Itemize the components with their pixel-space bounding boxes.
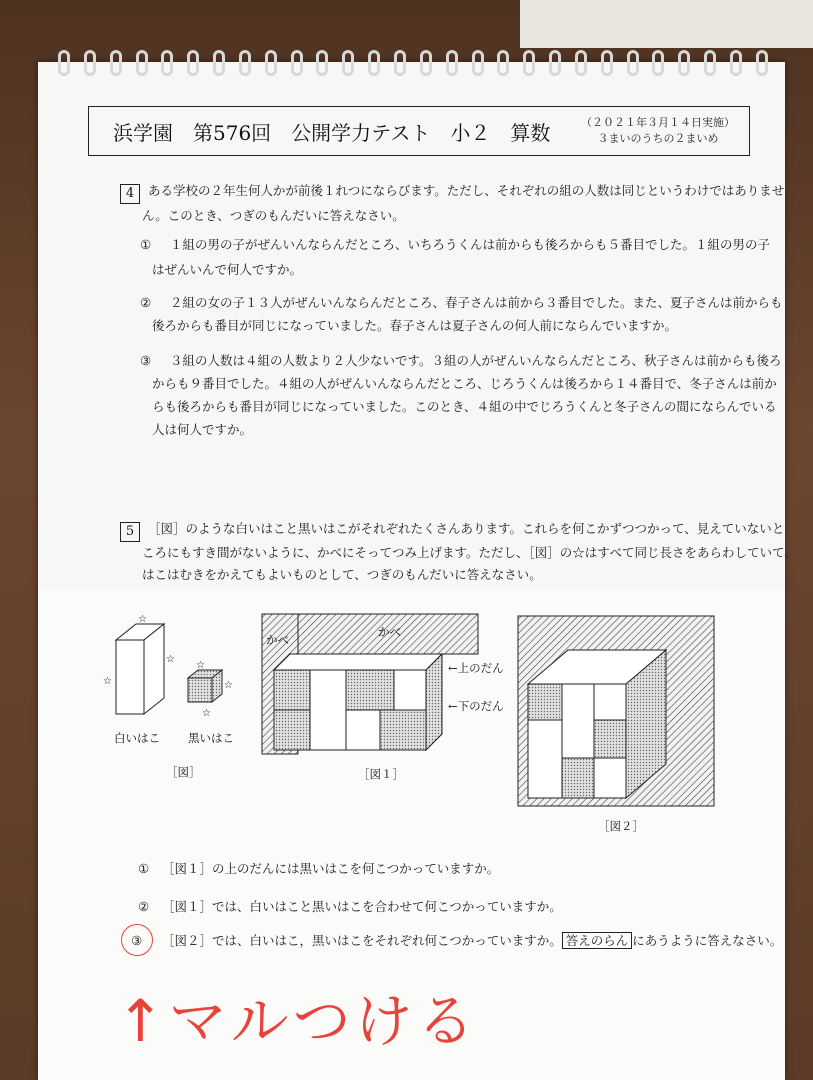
question-4-number: 4 [120, 184, 140, 204]
q4-p1-number: ① [140, 237, 152, 252]
svg-text:☆: ☆ [196, 660, 205, 671]
svg-text:☆: ☆ [224, 680, 233, 691]
q4-p3-text-4: 人は何人ですか。 [152, 422, 253, 437]
q4-intro-cont: ん。このとき、つぎのもんだいに答えなさい。 [142, 208, 405, 223]
sheet-count: ３まいのうちの２まいめ [597, 132, 719, 145]
black-box-label: 黒いはこ [188, 731, 234, 745]
exam-date [581, 115, 735, 147]
fig1-lower-row-label: ←下のだん [448, 699, 504, 713]
q4-p3-number: ③ [140, 353, 152, 368]
fig1-caption: ［図１］ [358, 767, 404, 781]
header-box [88, 106, 750, 156]
fig1-upper-row-label: ←上のだん [448, 661, 504, 675]
q5-p1-text: ［図１］の上のだんには黒いはこを何こつかっていますか。 [162, 861, 500, 876]
paper-stack-corner [520, 0, 813, 48]
svg-text:☆: ☆ [103, 676, 112, 687]
fig1-wall-back: かべ [378, 625, 401, 639]
handwritten-note: ↑マルつける [116, 987, 479, 1055]
q5-p3-text [162, 930, 782, 951]
white-box-label: 白いはこ [114, 731, 160, 745]
q4-p2-text-cont: 後ろからも番目が同じになっていました。春子さんは夏子さんの何人前にならんでいますか。 [152, 318, 678, 333]
q4-p1-text-cont: はぜんいんで何人ですか。 [152, 262, 303, 277]
q5-p3-text-a: ［図２］では、白いはこ，黒いはこをそれぞれ何こつかっていますか。 [162, 933, 562, 948]
fig2-caption: ［図２］ [598, 819, 644, 833]
q5-intro-2: ころにもすき間がないように、かべにそってつみ上げます。ただし、［図］の☆はすべて同じ長さをあらわしていて、 [142, 545, 797, 560]
q5-intro-3: はこはむきをかえてもよいものとして、つぎのもんだいに答えなさい。 [142, 567, 542, 582]
svg-text:☆: ☆ [166, 654, 175, 665]
svg-text:☆: ☆ [138, 614, 147, 625]
figure-boxes [98, 610, 258, 750]
red-circle-mark [121, 924, 153, 956]
q5-p2-text: ［図１］では、白いはこと黒いはこを合わせて何こつかっていますか。 [162, 899, 562, 914]
page-title: 浜学園 第576回 公開学力テスト 小２ 算数 [113, 121, 551, 145]
q5-p1-number: ① [138, 861, 150, 876]
spiral-binding [58, 50, 768, 80]
test-sheet [38, 62, 797, 1080]
q4-intro: ある学校の２年生何人かが前後１れつにならびます。ただし、それぞれの組の人数は同じというわけではありませ [148, 183, 785, 198]
q4-p3-text-3: らも後ろからも番目が同じになっていました。このとき、４組の中でじろうくんと冬子さんの間にならんでいる [152, 399, 777, 414]
answer-box-label: 答えのらん [562, 932, 633, 949]
figure-caption: ［図］ [166, 765, 201, 779]
question-5-number: 5 [120, 522, 140, 542]
q5-p3-number: ③ [131, 933, 143, 948]
date-line: （２０２１年３月１４日実施） [581, 116, 735, 129]
q5-p3-text-b: にあうように答えなさい。 [632, 933, 783, 948]
q4-p2-text: ２組の女の子１３人がぜんいんならんだところ、春子さんは前から３番目でした。また、夏子さんは前からも [170, 295, 783, 310]
q4-p3-text: ３組の人数は４組の人数より２人少ないです。３組の人がぜんいんならんだところ、秋子さんは前からも後ろ [170, 353, 782, 368]
figure-2-corner-stack [516, 614, 716, 814]
q4-p3-text-2: からも９番目でした。４組の人がぜんいんならんだところ、じろうくんは後ろから１４番目で、冬子さんは前か [152, 376, 777, 391]
svg-text:☆: ☆ [202, 708, 211, 719]
q5-p2-number: ② [138, 899, 150, 914]
q4-p2-number: ② [140, 295, 152, 310]
q5-intro: ［図］のような白いはこと黒いはこがそれぞれたくさんあります。これらを何こかずつつかって、見えていないと [148, 521, 785, 536]
fig1-wall-left: かべ [266, 633, 289, 647]
q4-p1-text: １組の男の子がぜんいんならんだところ、いちろうくんは前からも後ろからも５番目でした。１組の男の子 [170, 237, 771, 252]
